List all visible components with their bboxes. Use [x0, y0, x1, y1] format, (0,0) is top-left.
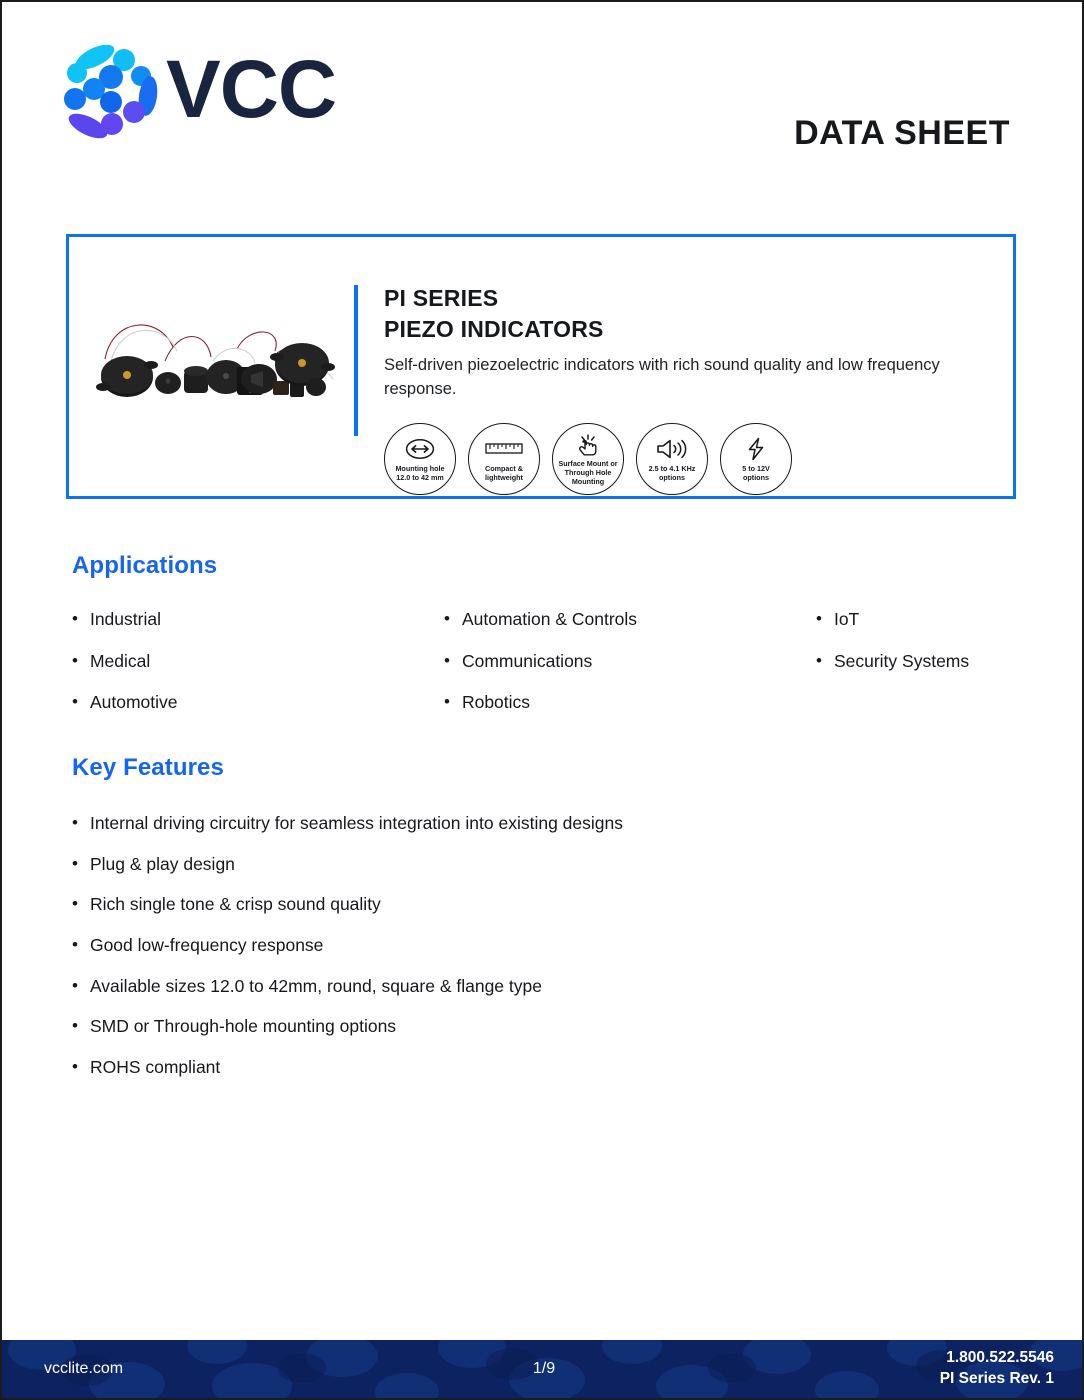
list-item-label: Security Systems [833, 650, 970, 671]
product-description: Self-driven piezoelectric indicators with rich sound quality and low frequency response. [384, 356, 940, 398]
list-item [444, 691, 816, 715]
list-item [72, 812, 1022, 836]
badge-frequency-label: 2.5 to 4.1 KHz options [648, 463, 696, 482]
list-item [72, 934, 1022, 958]
list-item [816, 608, 1022, 632]
badge-compact-lightweight [468, 423, 540, 495]
list-item [816, 650, 1022, 674]
list-item-label: Medical [89, 650, 151, 671]
badge-mounting-type [552, 423, 624, 495]
bullet-icon: • [444, 650, 450, 670]
product-banner [66, 234, 1016, 499]
list-item [444, 650, 816, 674]
bullet-icon: • [72, 692, 78, 712]
list-item [72, 893, 1022, 917]
feature-badges [384, 423, 1013, 495]
badge-mounting-hole-label: Mounting hole 12.0 to 42 mm [395, 463, 445, 482]
key-features-list [72, 812, 1022, 1079]
bullet-icon: • [816, 650, 822, 670]
list-item-label: Available sizes 12.0 to 42mm, round, square & flange type [89, 975, 542, 996]
list-item-label: Good low-frequency response [89, 934, 324, 955]
footer-contact [940, 1348, 1054, 1390]
list-item [72, 691, 444, 715]
product-banner-text [358, 237, 1013, 496]
applications-column-1 [72, 608, 444, 733]
list-item [72, 650, 444, 674]
footer-phone[interactable]: 1.800.522.5546 [946, 1349, 1054, 1367]
piezo-indicators-product-photo [87, 307, 337, 427]
list-item-label: Automotive [89, 692, 178, 713]
vcc-dot-circle-logo [64, 40, 160, 140]
bullet-icon: • [444, 692, 450, 712]
footer-revision: PI Series Rev. 1 [939, 1370, 1054, 1387]
list-item-label: Industrial [89, 609, 161, 629]
bullet-icon: • [72, 975, 78, 995]
ruler-icon [485, 437, 523, 461]
badge-mounting-hole [384, 423, 456, 495]
list-item-label: Communications [461, 650, 593, 671]
list-item-label: Rich single tone & crisp sound quality [89, 894, 381, 915]
list-item-label: Plug & play design [89, 853, 235, 874]
bullet-icon: • [72, 609, 78, 628]
badge-voltage-label: 5 to 12V options [742, 463, 770, 482]
bullet-icon: • [444, 609, 450, 628]
footer-page-number: 1/9 [532, 1360, 556, 1377]
page-header [2, 2, 1084, 202]
applications-columns [72, 608, 1022, 733]
list-item [72, 1015, 1022, 1039]
page-footer [2, 1340, 1084, 1398]
document-type-title: DATA SHEET [794, 114, 1010, 152]
product-series: PI SERIES [384, 285, 499, 311]
hand-tap-icon [575, 432, 601, 456]
bullet-icon: • [72, 853, 78, 873]
list-item-label: SMD or Through-hole mounting options [89, 1016, 397, 1037]
bullet-icon: • [816, 609, 822, 628]
bullet-icon: • [72, 894, 78, 914]
logo-wordmark: VCC [166, 44, 337, 135]
brand-logo [64, 40, 336, 140]
footer-website[interactable]: vcclite.com [44, 1360, 124, 1377]
footer-content [2, 1340, 1084, 1398]
product-name: PIEZO INDICATORS [384, 315, 604, 342]
list-item [72, 975, 1022, 999]
bullet-icon: • [72, 1056, 78, 1076]
list-item-label: Robotics [461, 692, 531, 713]
list-item [72, 1056, 1022, 1080]
list-item-label: Internal driving circuitry for seamless integration into existing designs [89, 813, 623, 833]
bullet-icon: • [72, 1016, 78, 1036]
applications-section [72, 552, 1022, 733]
badge-frequency [636, 423, 708, 495]
list-item [444, 608, 816, 632]
list-item [72, 853, 1022, 877]
product-photo-container [69, 237, 354, 496]
list-item-label: IoT [833, 609, 860, 629]
applications-column-2 [444, 608, 816, 733]
bullet-icon: • [72, 813, 78, 832]
applications-heading: Applications [72, 552, 218, 579]
list-item-label: ROHS compliant [89, 1056, 221, 1077]
list-item-label: Automation & Controls [461, 609, 638, 629]
badge-compact-lightweight-label: Compact & lightweight [485, 463, 523, 482]
double-arrow-icon [405, 437, 435, 461]
speaker-icon [655, 437, 689, 461]
lightning-bolt-icon [746, 437, 766, 461]
bullet-icon: • [72, 650, 78, 670]
applications-column-3 [816, 608, 1022, 733]
bullet-icon: • [72, 934, 78, 954]
list-item [72, 608, 444, 632]
badge-voltage [720, 423, 792, 495]
key-features-heading: Key Features [72, 754, 224, 781]
key-features-section [72, 754, 1022, 1096]
badge-mounting-type-label: Surface Mount or Through Hole Mounting [558, 459, 618, 486]
